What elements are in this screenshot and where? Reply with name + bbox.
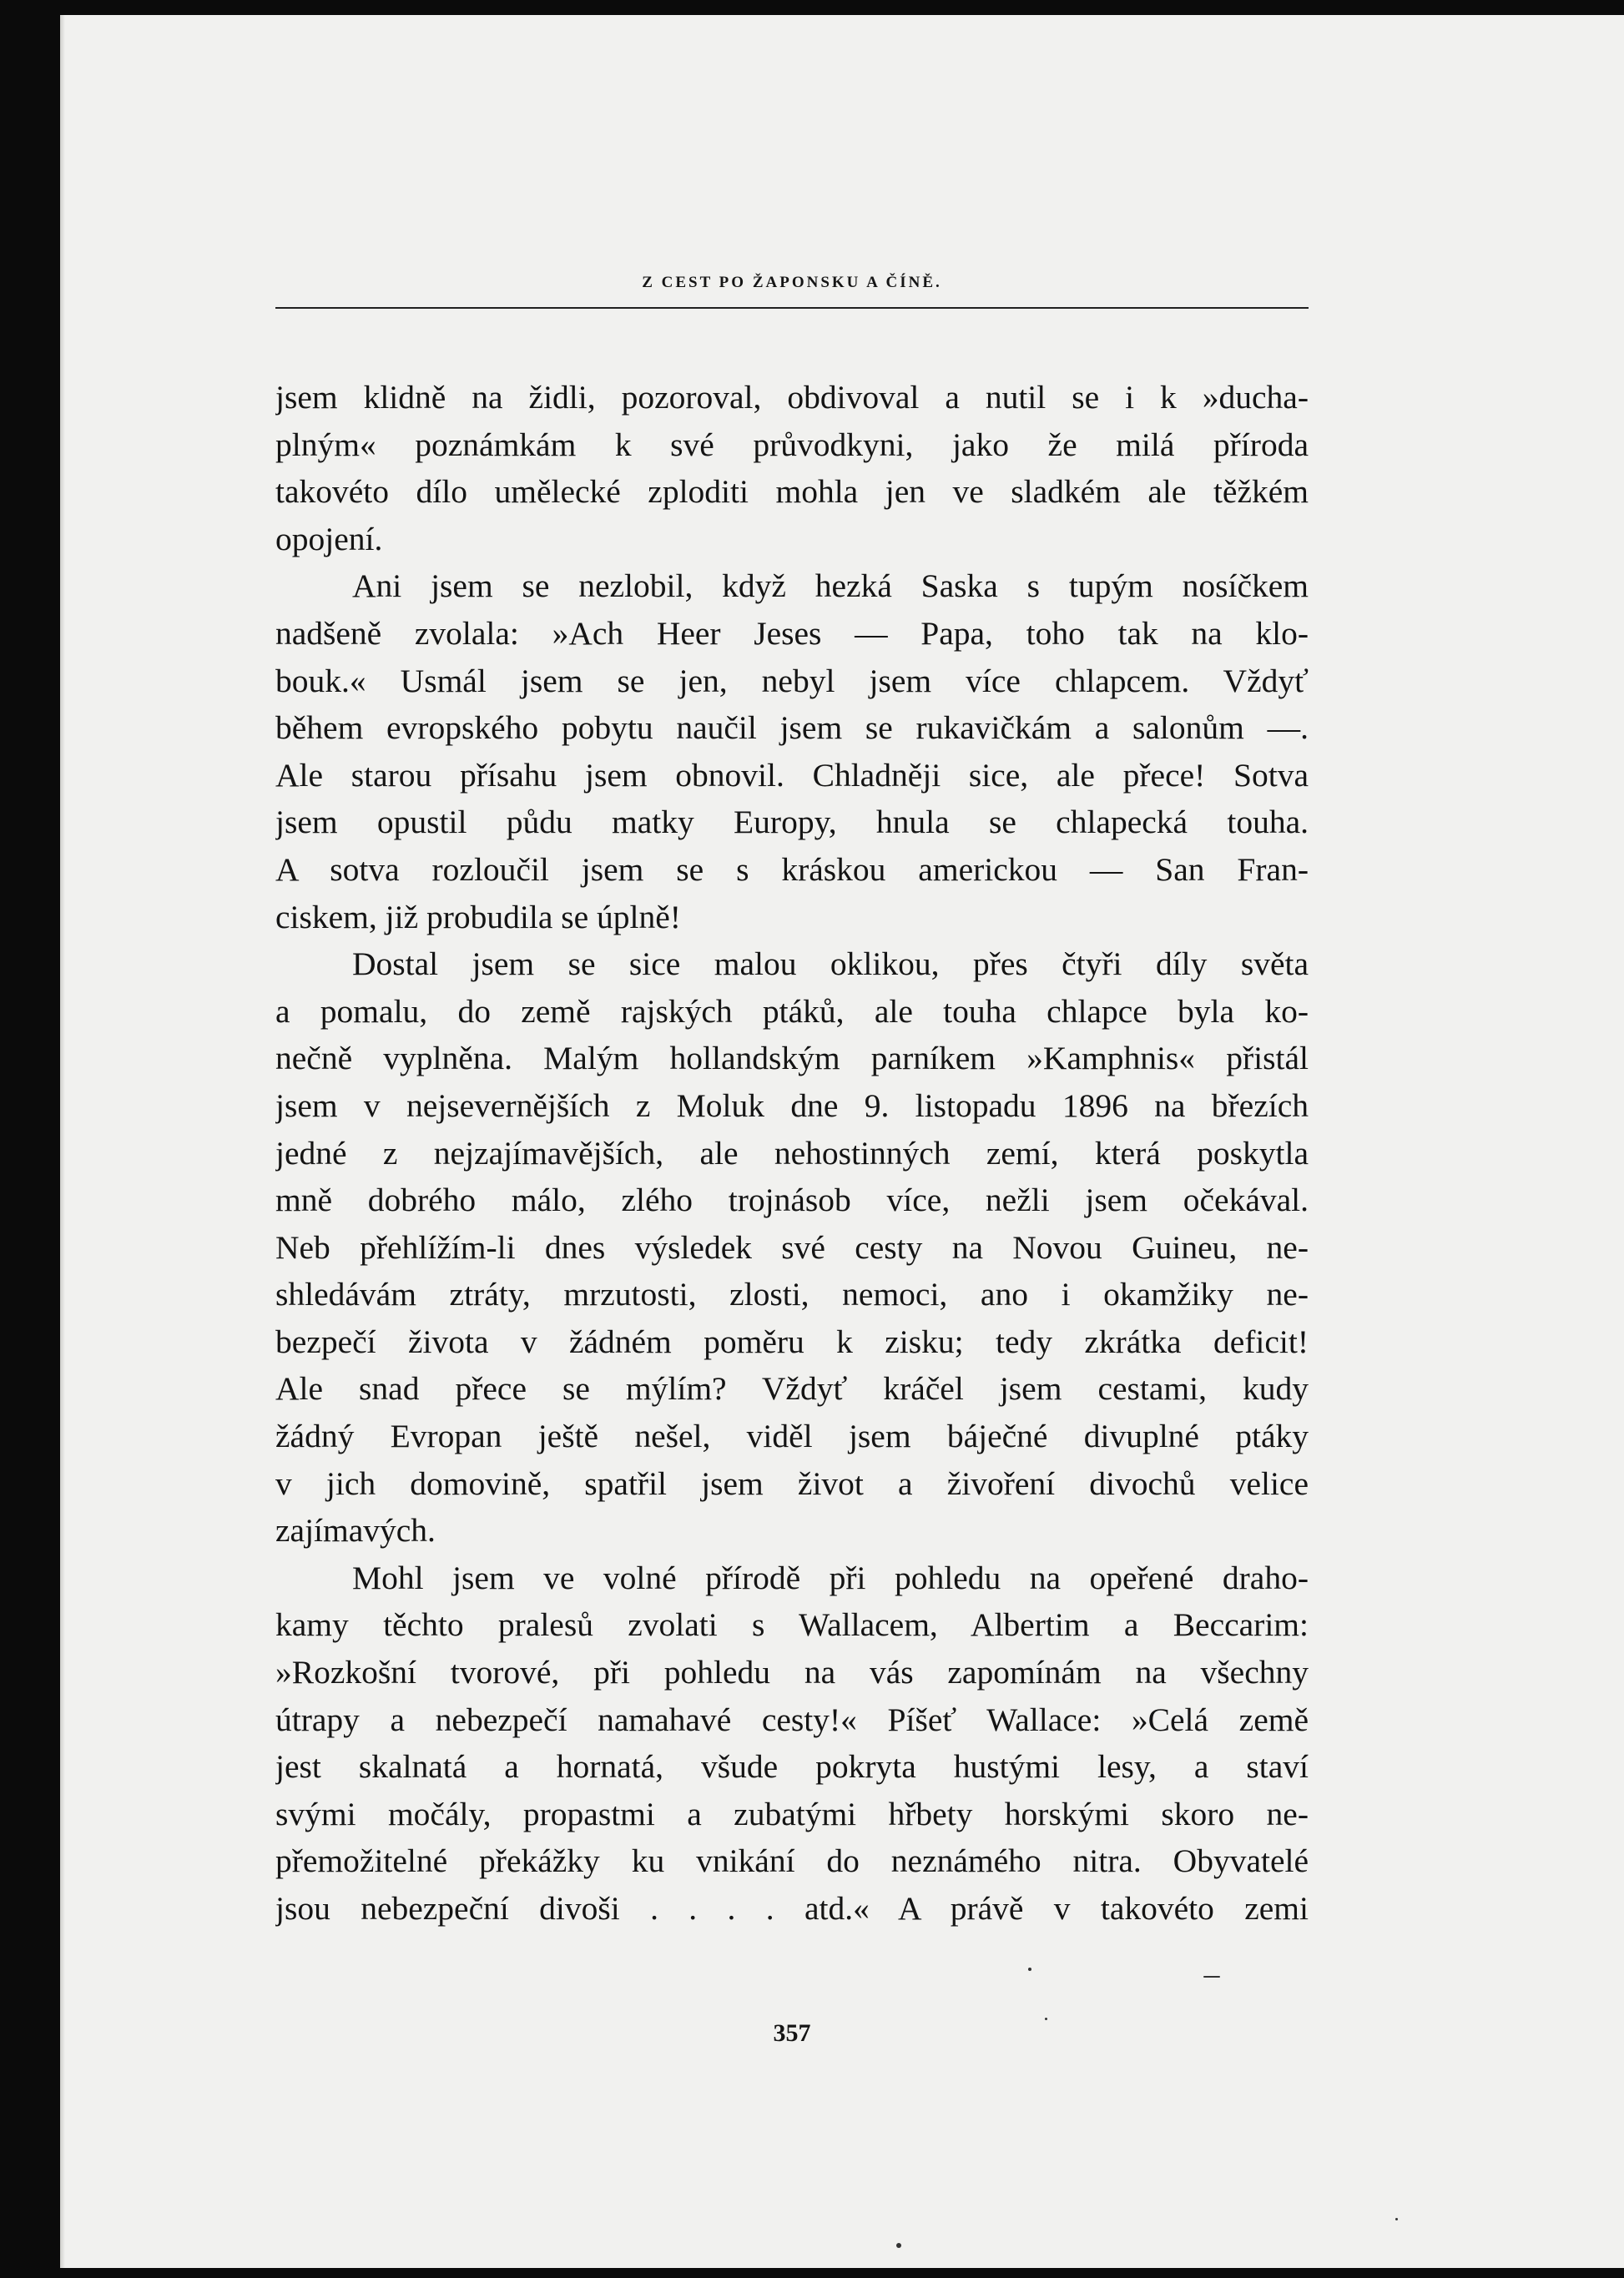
- text-line: zajímavých.: [275, 1512, 436, 1550]
- text-line: takovéto dílo umělecké zploditi mohla jen ve sladkém ale těžkém: [275, 473, 1309, 511]
- text-line: A sotva rozloučil jsem se s kráskou americkou — San Fran-: [275, 850, 1309, 888]
- running-head: Z CEST PO ŽAPONSKU A ČÍNĚ.: [642, 274, 942, 291]
- text-line: útrapy a nebezpečí namahavé cesty!« Píšeť Wallace: »Celá země: [275, 1701, 1309, 1738]
- text-line: Ale starou přísahu jsem obnovil. Chladněji sice, ale přece! Sotva: [275, 756, 1309, 794]
- ink-speck: [896, 2243, 901, 2248]
- text-line: Ale snad přece se mýlím? Vždyť kráčel jsem cestami, kudy: [275, 1370, 1309, 1408]
- ink-speck: [1045, 2018, 1047, 2020]
- text-line: Neb přehlížím-li dnes výsledek své cesty na Novou Guineu, ne-: [275, 1228, 1309, 1266]
- text-line: Mohl jsem ve volné přírodě při pohledu na opeřené draho-: [352, 1559, 1309, 1596]
- text-line: plným« poznámkám k své průvodkyni, jako že milá příroda: [275, 426, 1309, 463]
- text-line: jest skalnatá a hornatá, všude pokryta hustými lesy, a staví: [275, 1748, 1309, 1786]
- text-line: bouk.« Usmál jsem se jen, nebyl jsem více chlapcem. Vždyť: [275, 662, 1309, 699]
- page-number: 357: [773, 2019, 811, 2047]
- text-line: ciskem, již probudila se úplně!: [275, 898, 681, 935]
- text-line: během evropského pobytu naučil jsem se rukavičkám a salonům —.: [275, 709, 1309, 747]
- text-line: svými močály, propastmi a zubatými hřbety horskými skoro ne-: [275, 1795, 1309, 1832]
- text-line: Dostal jsem se sice malou oklikou, přes čtyři díly světa: [352, 945, 1309, 983]
- ink-speck: [1203, 1976, 1220, 1978]
- text-line: nečně vyplněna. Malým hollandským parníkem »Kamphnis« přistál: [275, 1040, 1309, 1077]
- text-line: jsem opustil půdu matky Europy, hnula se chlapecká touha.: [275, 804, 1309, 841]
- text-line: kamy těchto pralesů zvolati s Wallacem, Albertim a Beccarim:: [275, 1606, 1309, 1644]
- ink-speck: [1028, 1968, 1031, 1971]
- text-line: »Rozkošní tvorové, při pohledu na vás zapomínám na všechny: [275, 1654, 1309, 1691]
- text-line: a pomalu, do země rajských ptáků, ale touha chlapce byla ko-: [275, 992, 1309, 1030]
- text-line: v jich domovině, spatřil jsem život a živoření divochů velice: [275, 1464, 1309, 1502]
- ink-speck: [1395, 2218, 1398, 2220]
- text-line: jsem v nejsevernějších z Moluk dne 9. listopadu 1896 na březích: [275, 1086, 1309, 1124]
- book-page: [60, 15, 1624, 2268]
- text-line: bezpečí života v žádném poměru k zisku; tedy zkrátka deficit!: [275, 1323, 1309, 1360]
- header-rule: [275, 307, 1309, 309]
- body-text: [275, 374, 1309, 1933]
- text-line: mně dobrého málo, zlého trojnásob více, nežli jsem očekával.: [275, 1182, 1309, 1219]
- text-line: Ani jsem se nezlobil, když hezká Saska s tupým nosíčkem: [352, 567, 1309, 605]
- text-line: přemožitelné překážky ku vnikání do neznámého nitra. Obyvatelé: [275, 1842, 1309, 1880]
- text-line: jsem klidně na židli, pozoroval, obdivoval a nutil se i k »ducha-: [275, 379, 1309, 416]
- binding-edge: [60, 15, 65, 2268]
- text-line: nadšeně zvolala: »Ach Heer Jeses — Papa, toho tak na klo-: [275, 614, 1309, 652]
- text-line: jsou nebezpeční divoši . . . . atd.« A právě v takovéto zemi: [275, 1890, 1309, 1927]
- text-line: opojení.: [275, 520, 383, 557]
- text-line: jedné z nejzajímavějších, ale nehostinných zemí, která poskytla: [275, 1134, 1309, 1172]
- text-line: žádný Evropan ještě nešel, viděl jsem báječné divuplné ptáky: [275, 1418, 1309, 1455]
- text-line: shledávám ztráty, mrzutosti, zlosti, nemoci, ano i okamžiky ne-: [275, 1276, 1309, 1313]
